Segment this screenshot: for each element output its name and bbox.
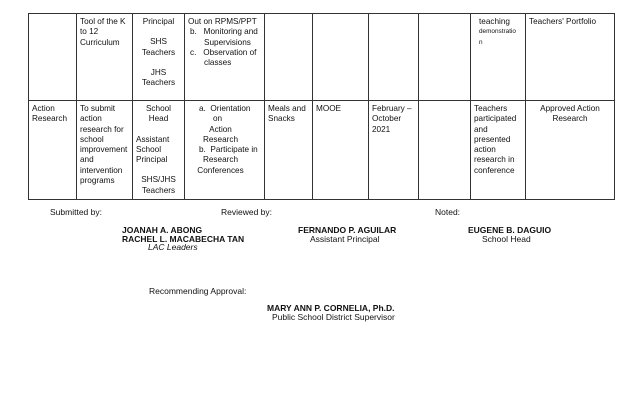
noter-role: School Head (482, 234, 531, 244)
noted-label: Noted: (435, 207, 461, 217)
reviewer-name: FERNANDO P. AGUILAR (298, 225, 397, 235)
reviewer-role: Assistant Principal (310, 234, 380, 244)
table-cell: Approved Action Research (526, 101, 615, 200)
table-cell: Tool of the K to 12 Curriculum (77, 14, 133, 101)
table-cell: Action Research (29, 101, 77, 200)
table-cell: Principal SHS Teachers JHS Teachers (133, 14, 185, 101)
noter-name: EUGENE B. DAGUIO (468, 225, 552, 235)
reviewed-by-label: Reviewed by: (221, 207, 273, 217)
submitted-by-label: Submitted by: (50, 207, 102, 217)
table-cell: Teachers participated and presented action research in conference (471, 101, 526, 200)
table-cell (419, 14, 471, 101)
list-item: a. Orientation on (199, 104, 251, 124)
table-cell: School Head Assistant School Principal SHS/JHS Teachers (133, 101, 185, 200)
lac-leader-name: JOANAH A. ABONG (122, 225, 203, 235)
list-item: b. Participate in (199, 145, 258, 155)
table-cell (419, 101, 471, 200)
recommender-role: Public School District Supervisor (272, 312, 395, 322)
recommender-name: MARY ANN P. CORNELIA, Ph.D. (267, 303, 395, 313)
table-cell: Teachers' Portfolio (526, 14, 615, 101)
table-cell: MOOE (313, 101, 369, 200)
table-cell (369, 14, 419, 101)
list-item: c. Observation of (190, 47, 257, 57)
table-cell: teaching demonstratio n (471, 14, 526, 101)
lac-leader-name: RACHEL L. MACABECHA TAN (122, 234, 245, 244)
lac-leaders-role: LAC Leaders (148, 242, 198, 252)
table-cell: February – October 2021 (369, 101, 419, 200)
table-cell (313, 14, 369, 101)
table-cell: Meals and Snacks (265, 101, 313, 200)
table-cell: To submit action research for school improvement and intervention programs (77, 101, 133, 200)
action-plan-table (28, 13, 615, 200)
list-item: b. Monitoring and (190, 27, 258, 37)
table-cell (29, 14, 77, 101)
recommending-approval-label: Recommending Approval: (149, 286, 247, 296)
table-row (29, 101, 615, 200)
table-cell: Out on RPMS/PPT b. Monitoring and Supervisions c. Observation of classes (185, 14, 265, 101)
table-cell: a. Orientation on Action Research b. Participate in Research Conferences (185, 101, 265, 200)
table-row (29, 14, 615, 101)
table-cell (265, 14, 313, 101)
